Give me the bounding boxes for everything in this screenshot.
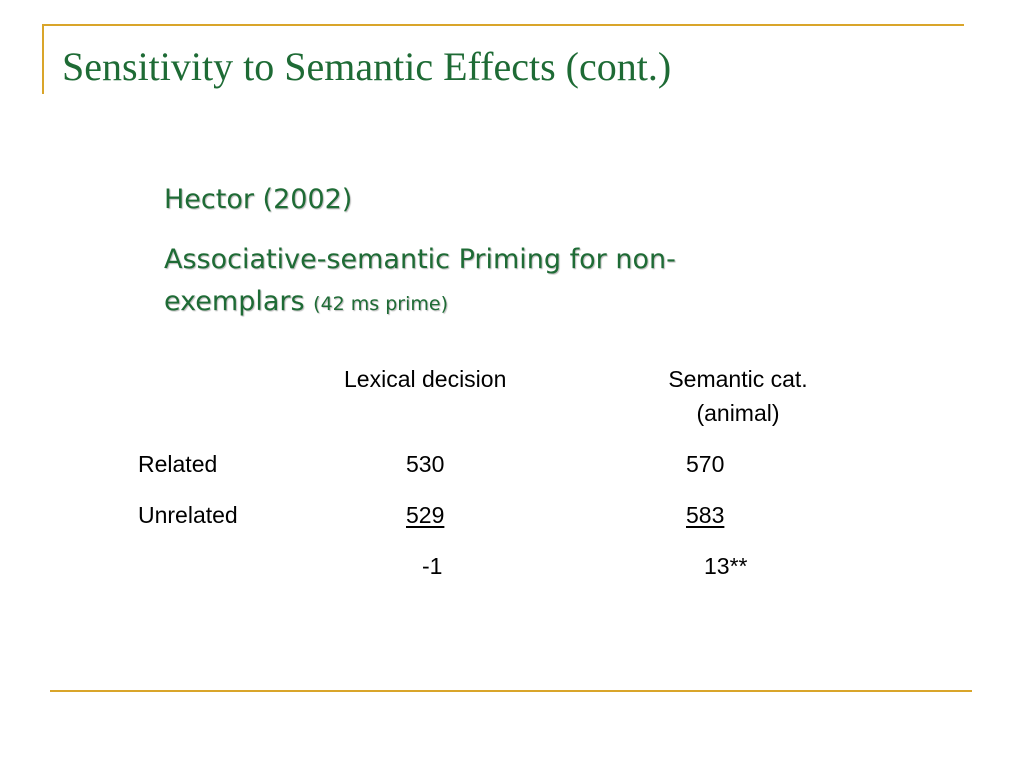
related-semantic-value: 570 bbox=[686, 451, 725, 477]
source-citation: Hector (2002) bbox=[164, 184, 353, 215]
difference-lexical-value: -1 bbox=[422, 553, 443, 579]
row-label-related: Related bbox=[138, 451, 218, 477]
related-lexical-value: 530 bbox=[406, 451, 445, 477]
heading-line-1: Associative-semantic Priming for non- bbox=[164, 244, 676, 275]
accent-line-top bbox=[42, 24, 964, 26]
col-header-semantic: Semantic cat. bbox=[668, 366, 808, 392]
col-header-semantic-sub: (animal) bbox=[696, 400, 780, 426]
unrelated-semantic-value: 583 bbox=[686, 502, 725, 528]
heading-line-2-text: exemplars bbox=[164, 286, 305, 317]
heading-line-2 bbox=[164, 284, 448, 322]
slide-title: Sensitivity to Semantic Effects (cont.) bbox=[62, 44, 672, 89]
col-header-lexical: Lexical decision bbox=[344, 366, 507, 392]
row-label-unrelated: Unrelated bbox=[138, 502, 238, 528]
accent-line-bottom bbox=[50, 690, 972, 692]
accent-line-vertical bbox=[42, 24, 44, 94]
difference-semantic-value: 13** bbox=[704, 553, 748, 579]
unrelated-lexical-value: 529 bbox=[406, 502, 445, 528]
prime-duration-note: (42 ms prime) bbox=[313, 293, 448, 315]
